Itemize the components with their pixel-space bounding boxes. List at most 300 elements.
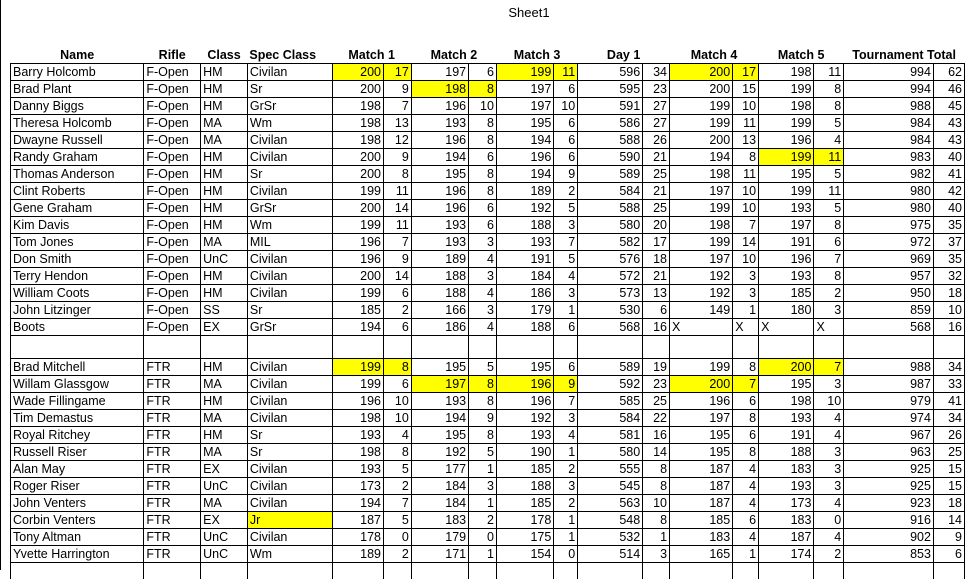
m1-score-cell: 199 xyxy=(332,285,383,302)
m4-x-count-cell: 10 xyxy=(733,251,759,268)
m1-x-count-cell: 9 xyxy=(384,81,412,98)
m4-score-cell: 187 xyxy=(670,461,733,478)
name-cell: John Venters xyxy=(11,495,144,512)
m2-score-cell: 196 xyxy=(411,183,468,200)
m5-score-cell: 199 xyxy=(759,81,814,98)
m2-x-count-cell: 8 xyxy=(469,183,497,200)
m4-x-count-cell: 6 xyxy=(733,512,759,529)
d1-score-cell: 580 xyxy=(578,217,643,234)
rifle-cell: FTR xyxy=(144,529,201,546)
header-tournament-total: Tournament Total xyxy=(844,48,965,64)
m5-score-cell: 193 xyxy=(759,268,814,285)
m5-score-cell: 187 xyxy=(759,529,814,546)
header-match3: Match 3 xyxy=(496,48,577,64)
spec-class-cell: Civilan xyxy=(247,132,332,149)
m2-score-cell: 179 xyxy=(411,529,468,546)
tt-x-count-cell: 25 xyxy=(933,444,964,461)
d1-score-cell: 588 xyxy=(578,132,643,149)
m4-x-count-cell: 3 xyxy=(733,285,759,302)
m5-x-count-cell: 10 xyxy=(814,393,844,410)
m3-x-count-cell: 2 xyxy=(554,183,578,200)
m2-x-count-cell: 5 xyxy=(469,359,497,376)
header-spec-class: Spec Class xyxy=(247,48,332,64)
m5-x-count-cell: 7 xyxy=(814,359,844,376)
table-row xyxy=(11,461,965,478)
m5-x-count-cell: 5 xyxy=(814,115,844,132)
m2-x-count-cell: 4 xyxy=(469,319,497,336)
m1-x-count-cell: 17 xyxy=(384,64,412,81)
m1-x-count-cell: 14 xyxy=(384,200,412,217)
m5-score-cell: 198 xyxy=(759,393,814,410)
spec-class-cell: Civilan xyxy=(247,64,332,81)
d1-score-cell: 568 xyxy=(578,319,643,336)
class-cell: HM xyxy=(201,81,248,98)
tt-score-cell: 957 xyxy=(844,268,934,285)
spec-class-cell: Sr xyxy=(247,427,332,444)
m5-score-cell: 173 xyxy=(759,495,814,512)
class-cell: HM xyxy=(201,183,248,200)
m3-score-cell: 191 xyxy=(496,251,553,268)
m3-x-count-cell: 2 xyxy=(554,461,578,478)
m3-score-cell: 189 xyxy=(496,183,553,200)
rifle-cell: F-Open xyxy=(144,200,201,217)
m3-x-count-cell: 6 xyxy=(554,81,578,98)
m3-x-count-cell: 9 xyxy=(554,166,578,183)
m2-score-cell: 184 xyxy=(411,478,468,495)
name-cell: Kim Davis xyxy=(11,217,144,234)
d1-score-cell: 586 xyxy=(578,115,643,132)
d1-x-count-cell: 17 xyxy=(643,234,670,251)
d1-x-count-cell: 6 xyxy=(643,302,670,319)
m1-x-count-cell: 8 xyxy=(384,166,412,183)
d1-score-cell: 576 xyxy=(578,251,643,268)
m3-x-count-cell: 1 xyxy=(554,512,578,529)
m4-x-count-cell: 8 xyxy=(733,410,759,427)
m1-score-cell: 200 xyxy=(332,166,383,183)
rifle-cell: F-Open xyxy=(144,319,201,336)
m1-score-cell: 199 xyxy=(332,183,383,200)
header-match4: Match 4 xyxy=(670,48,759,64)
class-cell: SS xyxy=(201,302,248,319)
table-row xyxy=(11,529,965,546)
table-row xyxy=(11,285,965,302)
spec-class-cell: Civilan xyxy=(247,461,332,478)
trailing-row xyxy=(11,563,965,579)
tt-score-cell: 902 xyxy=(844,529,934,546)
m1-score-cell: 193 xyxy=(332,427,383,444)
empty-cell xyxy=(844,336,934,359)
m3-x-count-cell: 6 xyxy=(554,319,578,336)
d1-score-cell: 573 xyxy=(578,285,643,302)
name-cell: Willam Glassgow xyxy=(11,376,144,393)
m2-x-count-cell: 0 xyxy=(469,529,497,546)
tt-score-cell: 923 xyxy=(844,495,934,512)
tt-x-count-cell: 18 xyxy=(933,495,964,512)
d1-score-cell: 563 xyxy=(578,495,643,512)
m3-x-count-cell: 7 xyxy=(554,393,578,410)
empty-cell xyxy=(643,336,670,359)
tt-score-cell: 925 xyxy=(844,461,934,478)
class-cell: HM xyxy=(201,200,248,217)
empty-cell xyxy=(670,563,733,579)
empty-cell xyxy=(469,563,497,579)
m4-x-count-cell: 1 xyxy=(733,302,759,319)
table-row xyxy=(11,98,965,115)
m4-x-count-cell: 11 xyxy=(733,166,759,183)
empty-cell xyxy=(144,336,201,359)
m1-score-cell: 194 xyxy=(332,319,383,336)
tt-score-cell: 980 xyxy=(844,200,934,217)
m1-x-count-cell: 7 xyxy=(384,234,412,251)
m4-score-cell: 199 xyxy=(670,115,733,132)
m2-x-count-cell: 9 xyxy=(469,410,497,427)
m4-score-cell: 196 xyxy=(670,393,733,410)
m5-score-cell: 195 xyxy=(759,166,814,183)
m5-score-cell: 188 xyxy=(759,444,814,461)
m2-score-cell: 166 xyxy=(411,302,468,319)
header-name: Name xyxy=(11,48,144,64)
m3-score-cell: 197 xyxy=(496,81,553,98)
m5-x-count-cell: 7 xyxy=(814,251,844,268)
empty-cell xyxy=(733,336,759,359)
tt-x-count-cell: 6 xyxy=(933,546,964,563)
m4-score-cell: 199 xyxy=(670,200,733,217)
spec-class-cell: GrSr xyxy=(247,319,332,336)
rifle-cell: F-Open xyxy=(144,217,201,234)
m1-x-count-cell: 12 xyxy=(384,132,412,149)
m3-score-cell: 179 xyxy=(496,302,553,319)
spec-class-cell: GrSr xyxy=(247,98,332,115)
m4-score-cell: 197 xyxy=(670,410,733,427)
m3-score-cell: 196 xyxy=(496,149,553,166)
m4-x-count-cell: 10 xyxy=(733,200,759,217)
m1-x-count-cell: 2 xyxy=(384,302,412,319)
table-row xyxy=(11,166,965,183)
d1-x-count-cell: 25 xyxy=(643,166,670,183)
m5-score-cell: 196 xyxy=(759,132,814,149)
rifle-cell: F-Open xyxy=(144,251,201,268)
m5-x-count-cell: 2 xyxy=(814,546,844,563)
m5-x-count-cell: 0 xyxy=(814,512,844,529)
name-cell: Tom Jones xyxy=(11,234,144,251)
m4-score-cell: 199 xyxy=(670,98,733,115)
m2-x-count-cell: 3 xyxy=(469,234,497,251)
m1-x-count-cell: 6 xyxy=(384,376,412,393)
empty-cell xyxy=(814,336,844,359)
name-cell: Clint Roberts xyxy=(11,183,144,200)
table-row xyxy=(11,512,965,529)
m5-score-cell: 199 xyxy=(759,183,814,200)
m4-score-cell: 199 xyxy=(670,359,733,376)
m1-x-count-cell: 13 xyxy=(384,115,412,132)
name-cell: Brad Mitchell xyxy=(11,359,144,376)
d1-x-count-cell: 8 xyxy=(643,461,670,478)
tt-score-cell: 988 xyxy=(844,98,934,115)
m2-x-count-cell: 6 xyxy=(469,200,497,217)
m3-score-cell: 199 xyxy=(496,64,553,81)
m2-score-cell: 197 xyxy=(411,376,468,393)
spec-class-cell: Civilan xyxy=(247,478,332,495)
rifle-cell: FTR xyxy=(144,427,201,444)
m4-x-count-cell: 1 xyxy=(733,546,759,563)
m4-score-cell: 200 xyxy=(670,64,733,81)
m3-score-cell: 184 xyxy=(496,268,553,285)
m5-x-count-cell: 8 xyxy=(814,217,844,234)
m5-x-count-cell: 11 xyxy=(814,64,844,81)
m2-score-cell: 194 xyxy=(411,149,468,166)
table-row xyxy=(11,81,965,98)
rifle-cell: F-Open xyxy=(144,98,201,115)
m4-x-count-cell: 11 xyxy=(733,115,759,132)
spec-class-cell: Sr xyxy=(247,166,332,183)
m3-x-count-cell: 5 xyxy=(554,200,578,217)
m1-score-cell: 200 xyxy=(332,268,383,285)
d1-x-count-cell: 13 xyxy=(643,285,670,302)
name-cell: Wade Fillingame xyxy=(11,393,144,410)
spacer-row xyxy=(11,336,965,359)
m5-score-cell: 180 xyxy=(759,302,814,319)
m4-score-cell: 149 xyxy=(670,302,733,319)
left-border-rule xyxy=(0,0,1,570)
class-cell: MA xyxy=(201,132,248,149)
m5-x-count-cell: 3 xyxy=(814,302,844,319)
m4-x-count-cell: 6 xyxy=(733,393,759,410)
class-cell: UnC xyxy=(201,546,248,563)
m5-x-count-cell: 5 xyxy=(814,200,844,217)
tt-score-cell: 963 xyxy=(844,444,934,461)
m2-score-cell: 184 xyxy=(411,495,468,512)
table-row xyxy=(11,410,965,427)
m5-x-count-cell: 3 xyxy=(814,444,844,461)
m2-x-count-cell: 1 xyxy=(469,495,497,512)
d1-x-count-cell: 16 xyxy=(643,427,670,444)
m4-x-count-cell: 4 xyxy=(733,495,759,512)
class-cell: HM xyxy=(201,166,248,183)
results-table xyxy=(10,48,965,579)
spec-class-cell: Civilan xyxy=(247,359,332,376)
m4-x-count-cell: 7 xyxy=(733,217,759,234)
m1-score-cell: 194 xyxy=(332,495,383,512)
m2-score-cell: 196 xyxy=(411,132,468,149)
m3-score-cell: 195 xyxy=(496,359,553,376)
tt-x-count-cell: 45 xyxy=(933,98,964,115)
tt-score-cell: 853 xyxy=(844,546,934,563)
class-cell: MA xyxy=(201,495,248,512)
m2-score-cell: 195 xyxy=(411,166,468,183)
m3-x-count-cell: 3 xyxy=(554,410,578,427)
m1-score-cell: 200 xyxy=(332,149,383,166)
m5-score-cell: 191 xyxy=(759,234,814,251)
table-row xyxy=(11,376,965,393)
d1-x-count-cell: 22 xyxy=(643,410,670,427)
tt-score-cell: 568 xyxy=(844,319,934,336)
d1-x-count-cell: 23 xyxy=(643,376,670,393)
m5-x-count-cell: 3 xyxy=(814,478,844,495)
name-cell: Roger Riser xyxy=(11,478,144,495)
m2-x-count-cell: 4 xyxy=(469,251,497,268)
sheet-title: Sheet1 xyxy=(0,5,965,20)
name-cell: Don Smith xyxy=(11,251,144,268)
d1-score-cell: 584 xyxy=(578,183,643,200)
table-row xyxy=(11,149,965,166)
tt-score-cell: 983 xyxy=(844,149,934,166)
m4-score-cell: 187 xyxy=(670,478,733,495)
m1-x-count-cell: 8 xyxy=(384,444,412,461)
m3-score-cell: 193 xyxy=(496,234,553,251)
tt-score-cell: 925 xyxy=(844,478,934,495)
name-cell: Dwayne Russell xyxy=(11,132,144,149)
m3-score-cell: 194 xyxy=(496,166,553,183)
tt-score-cell: 984 xyxy=(844,115,934,132)
tt-score-cell: 980 xyxy=(844,183,934,200)
name-cell: Theresa Holcomb xyxy=(11,115,144,132)
tt-x-count-cell: 37 xyxy=(933,234,964,251)
rifle-cell: F-Open xyxy=(144,285,201,302)
m5-x-count-cell: 2 xyxy=(814,285,844,302)
name-cell: Barry Holcomb xyxy=(11,64,144,81)
m2-x-count-cell: 1 xyxy=(469,546,497,563)
header-row xyxy=(11,48,965,64)
rifle-cell: FTR xyxy=(144,495,201,512)
tt-x-count-cell: 43 xyxy=(933,115,964,132)
m1-score-cell: 196 xyxy=(332,234,383,251)
m1-score-cell: 185 xyxy=(332,302,383,319)
d1-x-count-cell: 20 xyxy=(643,217,670,234)
class-cell: HM xyxy=(201,149,248,166)
empty-cell xyxy=(759,336,814,359)
m5-x-count-cell: 11 xyxy=(814,149,844,166)
d1-score-cell: 582 xyxy=(578,234,643,251)
m1-x-count-cell: 6 xyxy=(384,319,412,336)
rifle-cell: F-Open xyxy=(144,166,201,183)
empty-cell xyxy=(844,563,934,579)
m1-x-count-cell: 9 xyxy=(384,149,412,166)
d1-x-count-cell: 14 xyxy=(643,444,670,461)
m1-score-cell: 198 xyxy=(332,444,383,461)
m3-x-count-cell: 9 xyxy=(554,376,578,393)
m1-score-cell: 173 xyxy=(332,478,383,495)
name-cell: Terry Hendon xyxy=(11,268,144,285)
m4-x-count-cell: 10 xyxy=(733,183,759,200)
m2-x-count-cell: 8 xyxy=(469,166,497,183)
d1-score-cell: 581 xyxy=(578,427,643,444)
d1-x-count-cell: 23 xyxy=(643,81,670,98)
m3-score-cell: 196 xyxy=(496,393,553,410)
table-row xyxy=(11,546,965,563)
m3-score-cell: 185 xyxy=(496,495,553,512)
m4-score-cell: 198 xyxy=(670,217,733,234)
m2-x-count-cell: 3 xyxy=(469,268,497,285)
m4-x-count-cell: 3 xyxy=(733,268,759,285)
rifle-cell: FTR xyxy=(144,478,201,495)
m4-x-count-cell: 17 xyxy=(733,64,759,81)
m5-x-count-cell: 11 xyxy=(814,183,844,200)
name-cell: William Coots xyxy=(11,285,144,302)
m1-score-cell: 200 xyxy=(332,200,383,217)
header-match1: Match 1 xyxy=(332,48,411,64)
tt-x-count-cell: 40 xyxy=(933,200,964,217)
name-cell: Danny Biggs xyxy=(11,98,144,115)
m3-x-count-cell: 3 xyxy=(554,217,578,234)
m2-score-cell: 192 xyxy=(411,444,468,461)
m2-score-cell: 188 xyxy=(411,285,468,302)
m5-x-count-cell: 6 xyxy=(814,234,844,251)
m1-score-cell: 196 xyxy=(332,251,383,268)
m4-score-cell: X xyxy=(670,319,733,336)
m4-score-cell: 195 xyxy=(670,444,733,461)
name-cell: John Litzinger xyxy=(11,302,144,319)
empty-cell xyxy=(759,563,814,579)
m3-x-count-cell: 1 xyxy=(554,444,578,461)
m2-x-count-cell: 1 xyxy=(469,461,497,478)
m3-score-cell: 192 xyxy=(496,200,553,217)
class-cell: EX xyxy=(201,512,248,529)
m5-score-cell: 193 xyxy=(759,478,814,495)
m3-x-count-cell: 2 xyxy=(554,495,578,512)
name-cell: Tim Demastus xyxy=(11,410,144,427)
empty-cell xyxy=(201,336,248,359)
tt-x-count-cell: 41 xyxy=(933,166,964,183)
m4-score-cell: 200 xyxy=(670,81,733,98)
table-row xyxy=(11,319,965,336)
m1-score-cell: 198 xyxy=(332,115,383,132)
table-row xyxy=(11,268,965,285)
rifle-cell: F-Open xyxy=(144,302,201,319)
spec-class-cell: Sr xyxy=(247,444,332,461)
tt-score-cell: 859 xyxy=(844,302,934,319)
rifle-cell: FTR xyxy=(144,393,201,410)
m2-score-cell: 193 xyxy=(411,217,468,234)
rifle-cell: FTR xyxy=(144,444,201,461)
m4-score-cell: 200 xyxy=(670,376,733,393)
name-cell: Gene Graham xyxy=(11,200,144,217)
m4-score-cell: 195 xyxy=(670,427,733,444)
table-row xyxy=(11,183,965,200)
m2-x-count-cell: 10 xyxy=(469,98,497,115)
m1-score-cell: 193 xyxy=(332,461,383,478)
spec-class-cell: Civilan xyxy=(247,285,332,302)
spec-class-cell: Wm xyxy=(247,115,332,132)
m3-score-cell: 188 xyxy=(496,478,553,495)
tt-x-count-cell: 42 xyxy=(933,183,964,200)
table-row xyxy=(11,251,965,268)
tt-score-cell: 967 xyxy=(844,427,934,444)
table-row xyxy=(11,444,965,461)
rifle-cell: FTR xyxy=(144,546,201,563)
m2-score-cell: 193 xyxy=(411,234,468,251)
tt-x-count-cell: 15 xyxy=(933,461,964,478)
m3-score-cell: 175 xyxy=(496,529,553,546)
tt-x-count-cell: 14 xyxy=(933,512,964,529)
m2-x-count-cell: 3 xyxy=(469,478,497,495)
m1-score-cell: 199 xyxy=(332,376,383,393)
header-match5: Match 5 xyxy=(759,48,844,64)
d1-x-count-cell: 3 xyxy=(643,546,670,563)
m2-score-cell: 198 xyxy=(411,81,468,98)
m3-x-count-cell: 6 xyxy=(554,149,578,166)
class-cell: HM xyxy=(201,393,248,410)
empty-cell xyxy=(496,336,553,359)
class-cell: MA xyxy=(201,115,248,132)
m1-score-cell: 200 xyxy=(332,64,383,81)
m3-score-cell: 178 xyxy=(496,512,553,529)
name-cell: Yvette Harrington xyxy=(11,546,144,563)
d1-score-cell: 530 xyxy=(578,302,643,319)
m3-x-count-cell: 6 xyxy=(554,115,578,132)
empty-cell xyxy=(201,563,248,579)
class-cell: UnC xyxy=(201,251,248,268)
m1-score-cell: 189 xyxy=(332,546,383,563)
